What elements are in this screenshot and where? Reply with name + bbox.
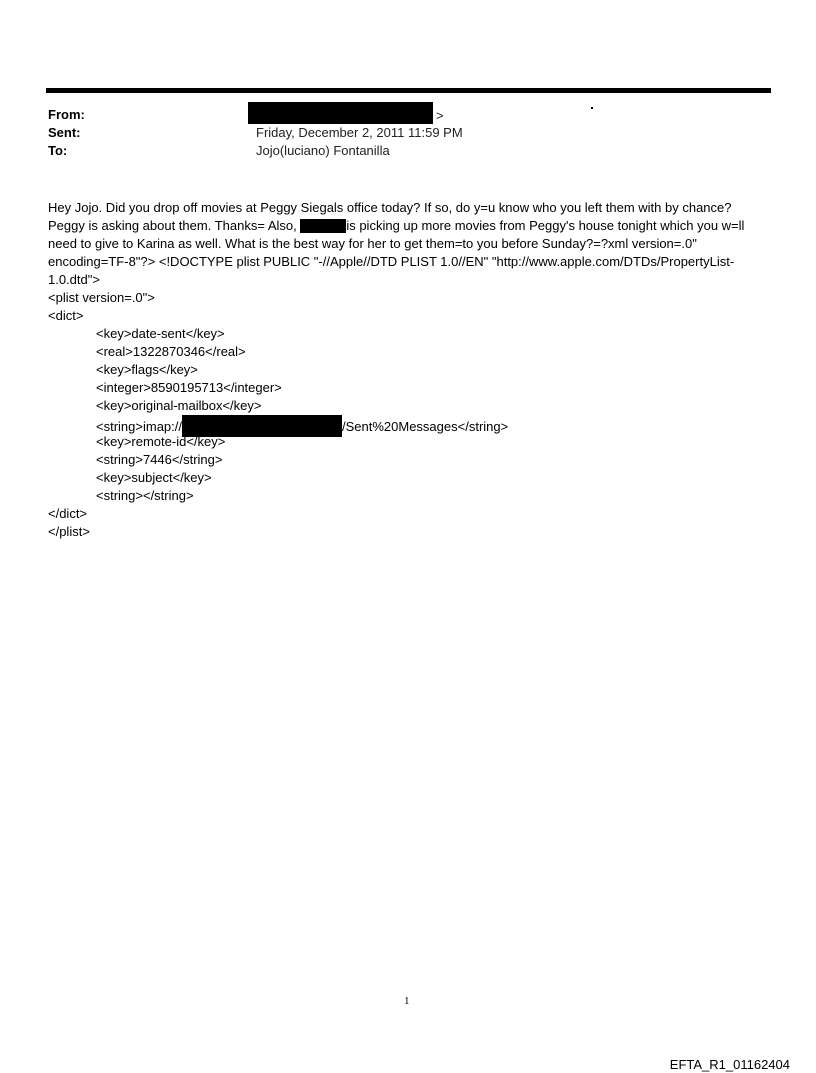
to-label: To: — [48, 143, 68, 158]
document-id: EFTA_R1_01162404 — [669, 1057, 790, 1072]
body-line: need to give to Karina as well. What is the best way for her to get them=to you before Sunday?=?xml version=.0" — [48, 236, 697, 251]
body-text-segment: </key> — [186, 434, 226, 449]
body-text-segment: <string>imap:// — [96, 419, 182, 434]
body-line: <key>original-mailbox</key> — [96, 398, 262, 413]
body-text-segment: <key>remote-id — [96, 434, 187, 449]
body-text-segment: Peggy is asking about them. Thanks= Also, — [48, 218, 301, 233]
sent-label: Sent: — [48, 125, 81, 140]
body-line: <key>subject</key> — [96, 470, 212, 485]
body-line: Hey Jojo. Did you drop off movies at Peggy Siegals office today? If so, do y=u know who you left them with by chance? — [48, 200, 732, 215]
body-text-segment: is picking up more movies from Peggy's house tonight which you w=ll — [346, 218, 745, 233]
body-line: <key>flags</key> — [96, 362, 198, 377]
header-rule — [46, 88, 771, 93]
body-text-segment: /Sent%20Messages</string> — [342, 419, 509, 434]
from-label: From: — [48, 107, 85, 122]
sent-value: Friday, December 2, 2011 11:59 PM — [256, 125, 463, 140]
body-line: <string>7446</string> — [96, 452, 223, 467]
body-line: <integer>8590195713</integer> — [96, 380, 282, 395]
body-line: <string></string> — [96, 488, 194, 503]
body-line — [48, 415, 770, 433]
body-line: <real>1322870346</real> — [96, 344, 246, 359]
stray-mark — [591, 107, 593, 109]
from-value-suffix: > — [436, 108, 444, 123]
body-line: </dict> — [48, 506, 88, 521]
body-line: <dict> — [48, 308, 84, 323]
page-number: 1 — [404, 995, 410, 1007]
to-value: Jojo(luciano) Fontanilla — [256, 143, 390, 158]
body-line — [48, 433, 770, 451]
body-line: <key>date-sent</key> — [96, 326, 225, 341]
body-line — [48, 217, 770, 235]
body-line: 1.0.dtd"> — [48, 272, 100, 287]
body-line: </plist> — [48, 524, 90, 539]
body-line: <plist version=.0"> — [48, 290, 155, 305]
from-redaction — [248, 102, 433, 124]
message-body — [48, 199, 770, 541]
name-redaction — [300, 219, 346, 233]
body-line: encoding=TF-8"?> <!DOCTYPE plist PUBLIC "-//Apple//DTD PLIST 1.0//EN" "http://www.apple.com/DTDs/PropertyList- — [48, 254, 735, 269]
